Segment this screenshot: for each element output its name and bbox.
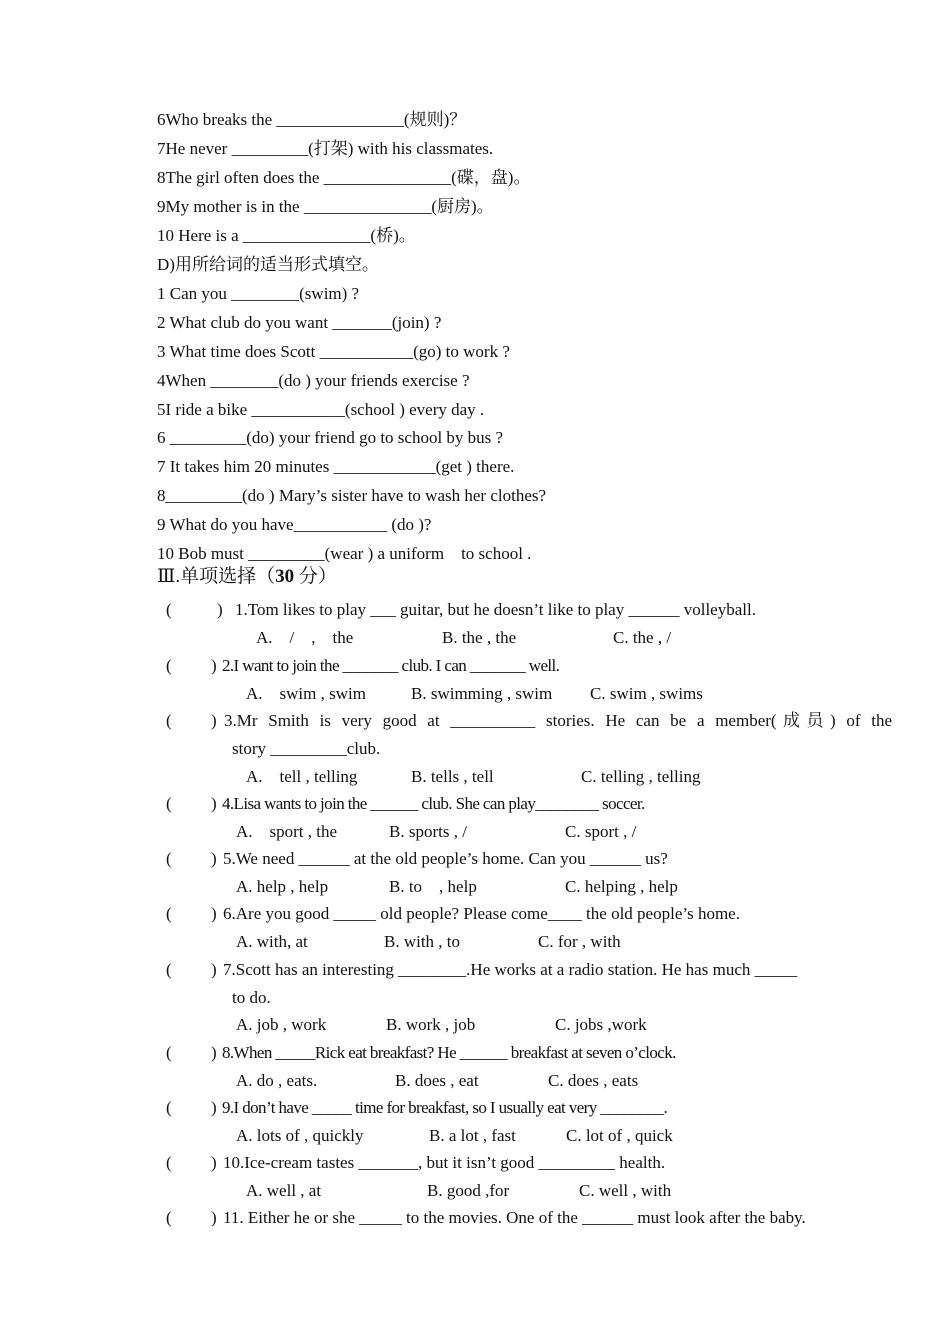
answer-paren-open: ( [166,960,172,979]
answer-paren-close: ) [211,1098,217,1117]
answer-paren-close: ) [217,600,223,619]
option-a: A. job , work [236,1015,327,1034]
option-c: C. telling , telling [581,767,701,786]
question-text: 3.Mr Smith is very good at __________ stories. He can be a member(成员) of the [224,711,892,730]
option-b: B. work , job [386,1015,476,1034]
option-a: A. well , at [246,1181,322,1200]
answer-paren-close: ) [211,904,217,923]
option-b: B. sports , / [389,822,467,841]
word-form-item: 6 _________(do) your friend go to school by bus ? [157,428,504,447]
answer-paren-close: ) [211,960,217,979]
option-b: B. swimming , swim [411,684,553,703]
section-d-heading: D)用所给词的适当形式填空。 [157,255,379,274]
word-form-item: 8_________(do ) Mary’s sister have to wash her clothes? [157,486,547,505]
word-form-item: 2 What club do you want _______(join) ? [157,313,442,332]
option-b: B. tells , tell [411,767,494,786]
option-c: C. swim , swims [590,684,703,703]
question-text: 11. Either he or she _____ to the movies. One of the ______ must look after the baby. [223,1208,806,1227]
fill-blank-item: 9My mother is in the _______________(厨房)。 [157,197,494,216]
answer-paren-open: ( [166,711,172,730]
question-text: 4.Lisa wants to join the ______ club. She can play________ soccer. [222,794,645,813]
answer-paren-open: ( [166,1208,172,1227]
answer-paren-close: ) [211,711,217,730]
option-a: A. lots of , quickly [236,1126,364,1145]
option-a: A. help , help [236,877,329,896]
option-b: B. a lot , fast [429,1126,516,1145]
option-a: A. sport , the [236,822,338,841]
answer-paren-close: ) [211,1208,217,1227]
option-a: A. / , the [256,628,354,647]
option-a: A. with, at [236,932,308,951]
answer-paren-close: ) [211,656,217,675]
option-c: C. jobs ,work [555,1015,647,1034]
answer-paren-open: ( [166,1043,172,1062]
option-a: A. tell , telling [246,767,358,786]
word-form-item: 1 Can you ________(swim) ? [157,284,360,303]
question-text: 1.Tom likes to play ___ guitar, but he doesn’t like to play ______ volleyball. [235,600,756,619]
word-form-item: 5I ride a bike ___________(school ) every day . [157,400,485,419]
word-form-item: 9 What do you have___________ (do )? [157,515,432,534]
answer-paren-close: ) [211,794,217,813]
fill-blank-item: 6Who breaks the _______________(规则)？ [157,110,467,129]
question-text: 2.I want to join the _______ club. I can _______ well. [222,656,560,675]
question-text: 7.Scott has an interesting ________.He works at a radio station. He has much _____ [223,960,798,979]
fill-blank-item: 8The girl often does the _______________(碟，盘)。 [157,168,531,187]
question-text-continued: to do. [232,988,271,1007]
question-text: 9.I don’t have _____ time for breakfast, so I usually eat very ________. [222,1098,668,1117]
answer-paren-close: ) [211,1043,217,1062]
answer-paren-close: ) [211,849,217,868]
answer-paren-open: ( [166,1153,172,1172]
answer-paren-open: ( [166,904,172,923]
option-b: B. the , the [442,628,517,647]
fill-blank-item: 7He never _________(打架) with his classmates. [157,139,494,158]
answer-paren-open: ( [166,656,172,675]
question-text-continued: story _________club. [232,739,381,758]
answer-paren-close: ) [211,1153,217,1172]
question-text: 10.Ice-cream tastes _______, but it isn’t good _________ health. [223,1153,666,1172]
option-c: C. for , with [538,932,621,951]
option-b: B. with , to [384,932,461,951]
answer-paren-open: ( [166,794,172,813]
word-form-item: 10 Bob must _________(wear ) a uniform to school . [157,544,532,563]
option-c: C. well , with [579,1181,672,1200]
answer-paren-open: ( [166,849,172,868]
question-text: 8.When _____Rick eat breakfast? He ______ breakfast at seven o’clock. [222,1043,676,1062]
option-b: B. good ,for [427,1181,510,1200]
word-form-item: 7 It takes him 20 minutes ____________(get ) there. [157,457,515,476]
option-c: C. lot of , quick [566,1126,673,1145]
option-a: A. do , eats. [236,1071,318,1090]
question-text: 5.We need ______ at the old people’s home. Can you ______ us? [223,849,668,868]
question-text: 6.Are you good _____ old people? Please come____ the old people’s home. [223,904,740,923]
option-b: B. to , help [389,877,477,896]
fill-blank-item: 10 Here is a _______________(桥)。 [157,226,416,245]
answer-paren-open: ( [166,600,172,619]
option-c: C. sport , / [565,822,637,841]
option-b: B. does , eat [395,1071,479,1090]
option-c: C. does , eats [548,1071,639,1090]
option-c: C. helping , help [565,877,678,896]
option-a: A. swim , swim [246,684,366,703]
section-3-heading: Ⅲ.单项选择（30 分） [157,566,337,587]
word-form-item: 4When ________(do ) your friends exercise ? [157,371,470,390]
answer-paren-open: ( [166,1098,172,1117]
option-c: C. the , / [613,628,672,647]
word-form-item: 3 What time does Scott ___________(go) to work ? [157,342,510,361]
